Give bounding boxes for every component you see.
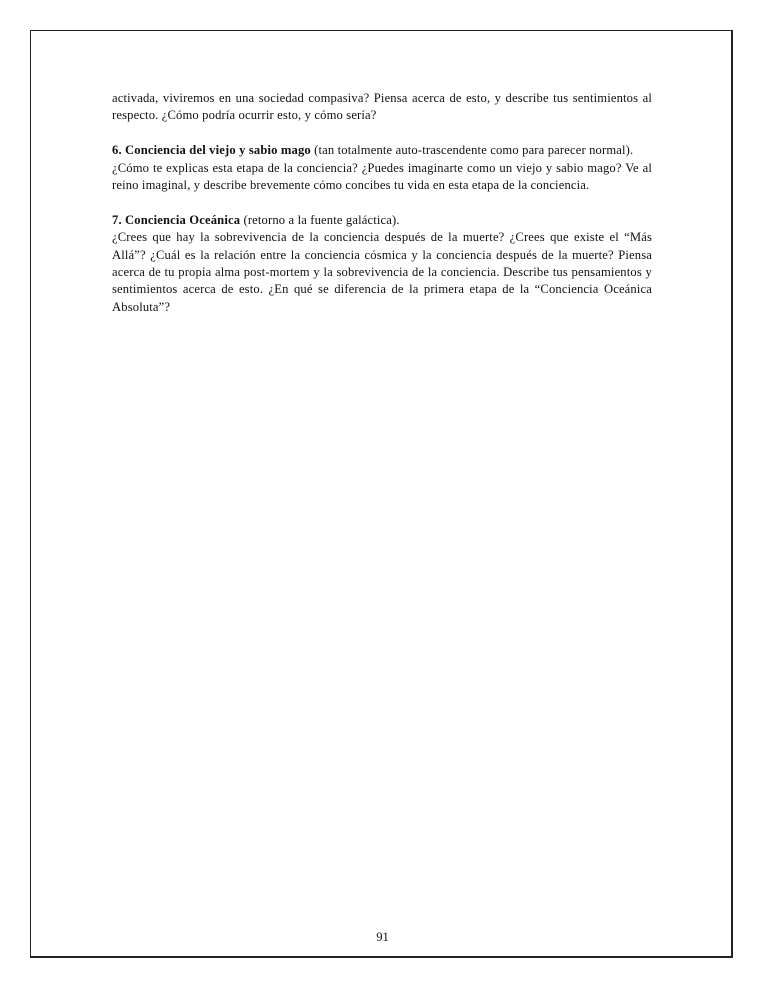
section-6-body: ¿Cómo te explicas esta etapa de la conciencia? ¿Puedes imaginarte como un viejo y sabio mago? Ve al reino imaginal, y describe brevemente cómo concibes tu vida en esta etapa de la conciencia. <box>112 160 652 193</box>
page-content <box>112 90 652 316</box>
section-7-body: ¿Crees que hay la sobrevivencia de la conciencia después de la muerte? ¿Crees que existe el “Más Allá”? ¿Cuál es la relación entre la conciencia cósmica y la conciencia después de la muerte? Piensa acerca de tu propia alma post-mortem y la sobrevivencia de la conciencia. Describe tus pensamientos y sentimientos acerca de esto. ¿En qué se diferencia de la primera etapa de la “Conciencia Oceánica Absoluta”? <box>112 230 652 314</box>
section-7-subtitle: (retorno a la fuente galáctica). <box>240 212 400 227</box>
intro-paragraph: activada, viviremos en una sociedad compasiva? Piensa acerca de esto, y describe tus sentimientos al respecto. ¿Cómo podría ocurrir esto, y cómo sería? <box>112 91 652 123</box>
section-6 <box>112 142 652 194</box>
section-7-title <box>112 212 652 229</box>
page-number: 91 <box>376 930 389 944</box>
section-6-title <box>112 142 652 159</box>
section-6-heading: 6. Conciencia del viejo y sabio mago <box>112 143 311 158</box>
section-6-subtitle: (tan totalmente auto-trascendente como para parecer normal). <box>310 143 634 158</box>
section-7 <box>112 212 652 316</box>
section-7-heading: 7. Conciencia Oceánica <box>112 212 241 227</box>
